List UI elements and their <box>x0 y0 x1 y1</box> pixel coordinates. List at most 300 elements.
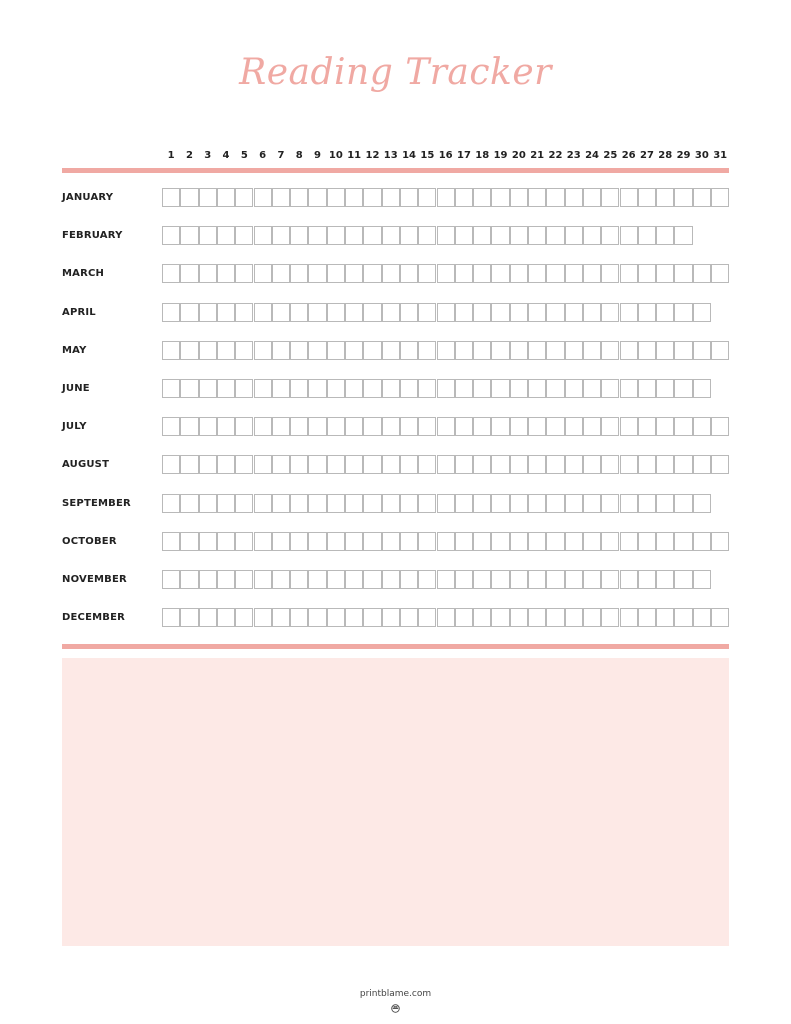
day-checkbox[interactable] <box>327 570 345 589</box>
day-checkbox[interactable] <box>363 608 381 627</box>
day-checkbox[interactable] <box>382 608 400 627</box>
day-checkbox[interactable] <box>473 264 491 283</box>
day-checkbox[interactable] <box>546 379 564 398</box>
day-checkbox[interactable] <box>400 188 418 207</box>
day-checkbox[interactable] <box>620 494 638 513</box>
day-checkbox[interactable] <box>199 379 217 398</box>
day-checkbox[interactable] <box>510 188 528 207</box>
day-checkbox[interactable] <box>400 264 418 283</box>
day-checkbox[interactable] <box>400 570 418 589</box>
day-checkbox[interactable] <box>656 303 674 322</box>
day-checkbox[interactable] <box>491 226 509 245</box>
day-checkbox[interactable] <box>199 570 217 589</box>
day-checkbox[interactable] <box>473 417 491 436</box>
day-checkbox[interactable] <box>400 341 418 360</box>
day-checkbox[interactable] <box>382 532 400 551</box>
day-checkbox[interactable] <box>528 303 546 322</box>
day-checkbox[interactable] <box>345 494 363 513</box>
day-checkbox[interactable] <box>638 494 656 513</box>
day-checkbox[interactable] <box>235 455 253 474</box>
day-checkbox[interactable] <box>418 188 436 207</box>
day-checkbox[interactable] <box>656 417 674 436</box>
day-checkbox[interactable] <box>290 303 308 322</box>
day-checkbox[interactable] <box>638 303 656 322</box>
day-checkbox[interactable] <box>290 226 308 245</box>
day-checkbox[interactable] <box>711 455 729 474</box>
day-checkbox[interactable] <box>711 417 729 436</box>
day-checkbox[interactable] <box>455 417 473 436</box>
day-checkbox[interactable] <box>254 455 272 474</box>
day-checkbox[interactable] <box>455 455 473 474</box>
day-checkbox[interactable] <box>437 570 455 589</box>
day-checkbox[interactable] <box>437 494 455 513</box>
day-checkbox[interactable] <box>491 532 509 551</box>
day-checkbox[interactable] <box>400 608 418 627</box>
day-checkbox[interactable] <box>674 417 692 436</box>
day-checkbox[interactable] <box>601 188 619 207</box>
day-checkbox[interactable] <box>199 494 217 513</box>
day-checkbox[interactable] <box>674 494 692 513</box>
day-checkbox[interactable] <box>254 379 272 398</box>
day-checkbox[interactable] <box>345 532 363 551</box>
day-checkbox[interactable] <box>583 494 601 513</box>
day-checkbox[interactable] <box>583 455 601 474</box>
day-checkbox[interactable] <box>528 226 546 245</box>
day-checkbox[interactable] <box>180 379 198 398</box>
day-checkbox[interactable] <box>656 494 674 513</box>
day-checkbox[interactable] <box>235 303 253 322</box>
day-checkbox[interactable] <box>235 417 253 436</box>
day-checkbox[interactable] <box>693 264 711 283</box>
day-checkbox[interactable] <box>510 379 528 398</box>
day-checkbox[interactable] <box>199 417 217 436</box>
day-checkbox[interactable] <box>693 341 711 360</box>
day-checkbox[interactable] <box>308 303 326 322</box>
day-checkbox[interactable] <box>400 455 418 474</box>
day-checkbox[interactable] <box>674 455 692 474</box>
day-checkbox[interactable] <box>620 264 638 283</box>
day-checkbox[interactable] <box>565 188 583 207</box>
day-checkbox[interactable] <box>528 570 546 589</box>
day-checkbox[interactable] <box>272 188 290 207</box>
day-checkbox[interactable] <box>510 608 528 627</box>
day-checkbox[interactable] <box>308 341 326 360</box>
day-checkbox[interactable] <box>345 570 363 589</box>
day-checkbox[interactable] <box>546 341 564 360</box>
day-checkbox[interactable] <box>162 341 180 360</box>
day-checkbox[interactable] <box>565 455 583 474</box>
day-checkbox[interactable] <box>546 417 564 436</box>
day-checkbox[interactable] <box>546 264 564 283</box>
day-checkbox[interactable] <box>254 226 272 245</box>
day-checkbox[interactable] <box>656 570 674 589</box>
day-checkbox[interactable] <box>491 494 509 513</box>
day-checkbox[interactable] <box>162 188 180 207</box>
day-checkbox[interactable] <box>363 226 381 245</box>
day-checkbox[interactable] <box>620 455 638 474</box>
day-checkbox[interactable] <box>583 341 601 360</box>
day-checkbox[interactable] <box>437 532 455 551</box>
day-checkbox[interactable] <box>162 379 180 398</box>
day-checkbox[interactable] <box>565 608 583 627</box>
day-checkbox[interactable] <box>620 303 638 322</box>
day-checkbox[interactable] <box>418 417 436 436</box>
day-checkbox[interactable] <box>272 570 290 589</box>
day-checkbox[interactable] <box>400 379 418 398</box>
day-checkbox[interactable] <box>327 532 345 551</box>
day-checkbox[interactable] <box>217 417 235 436</box>
day-checkbox[interactable] <box>180 226 198 245</box>
day-checkbox[interactable] <box>565 379 583 398</box>
day-checkbox[interactable] <box>674 341 692 360</box>
day-checkbox[interactable] <box>180 417 198 436</box>
day-checkbox[interactable] <box>546 303 564 322</box>
day-checkbox[interactable] <box>363 303 381 322</box>
day-checkbox[interactable] <box>290 417 308 436</box>
day-checkbox[interactable] <box>510 341 528 360</box>
day-checkbox[interactable] <box>162 226 180 245</box>
day-checkbox[interactable] <box>565 494 583 513</box>
day-checkbox[interactable] <box>565 532 583 551</box>
day-checkbox[interactable] <box>656 226 674 245</box>
day-checkbox[interactable] <box>199 608 217 627</box>
day-checkbox[interactable] <box>382 226 400 245</box>
day-checkbox[interactable] <box>674 570 692 589</box>
day-checkbox[interactable] <box>473 341 491 360</box>
day-checkbox[interactable] <box>400 417 418 436</box>
day-checkbox[interactable] <box>638 226 656 245</box>
day-checkbox[interactable] <box>345 379 363 398</box>
day-checkbox[interactable] <box>601 264 619 283</box>
day-checkbox[interactable] <box>308 494 326 513</box>
day-checkbox[interactable] <box>235 608 253 627</box>
day-checkbox[interactable] <box>711 532 729 551</box>
day-checkbox[interactable] <box>473 226 491 245</box>
day-checkbox[interactable] <box>491 303 509 322</box>
day-checkbox[interactable] <box>620 608 638 627</box>
day-checkbox[interactable] <box>418 226 436 245</box>
day-checkbox[interactable] <box>693 494 711 513</box>
day-checkbox[interactable] <box>674 226 692 245</box>
day-checkbox[interactable] <box>601 341 619 360</box>
day-checkbox[interactable] <box>455 608 473 627</box>
day-checkbox[interactable] <box>437 226 455 245</box>
day-checkbox[interactable] <box>345 303 363 322</box>
day-checkbox[interactable] <box>656 455 674 474</box>
day-checkbox[interactable] <box>254 570 272 589</box>
day-checkbox[interactable] <box>308 188 326 207</box>
day-checkbox[interactable] <box>308 608 326 627</box>
day-checkbox[interactable] <box>437 303 455 322</box>
day-checkbox[interactable] <box>308 379 326 398</box>
day-checkbox[interactable] <box>272 226 290 245</box>
day-checkbox[interactable] <box>693 570 711 589</box>
day-checkbox[interactable] <box>254 264 272 283</box>
day-checkbox[interactable] <box>345 188 363 207</box>
day-checkbox[interactable] <box>327 226 345 245</box>
day-checkbox[interactable] <box>290 570 308 589</box>
day-checkbox[interactable] <box>363 341 381 360</box>
day-checkbox[interactable] <box>272 303 290 322</box>
day-checkbox[interactable] <box>528 417 546 436</box>
day-checkbox[interactable] <box>601 303 619 322</box>
day-checkbox[interactable] <box>254 188 272 207</box>
day-checkbox[interactable] <box>565 303 583 322</box>
day-checkbox[interactable] <box>565 264 583 283</box>
day-checkbox[interactable] <box>235 341 253 360</box>
day-checkbox[interactable] <box>327 379 345 398</box>
day-checkbox[interactable] <box>327 188 345 207</box>
day-checkbox[interactable] <box>308 532 326 551</box>
day-checkbox[interactable] <box>620 226 638 245</box>
day-checkbox[interactable] <box>272 341 290 360</box>
day-checkbox[interactable] <box>674 379 692 398</box>
day-checkbox[interactable] <box>345 226 363 245</box>
day-checkbox[interactable] <box>620 379 638 398</box>
day-checkbox[interactable] <box>363 188 381 207</box>
day-checkbox[interactable] <box>418 303 436 322</box>
day-checkbox[interactable] <box>437 188 455 207</box>
day-checkbox[interactable] <box>345 417 363 436</box>
day-checkbox[interactable] <box>455 379 473 398</box>
day-checkbox[interactable] <box>546 608 564 627</box>
day-checkbox[interactable] <box>455 532 473 551</box>
day-checkbox[interactable] <box>382 570 400 589</box>
day-checkbox[interactable] <box>272 264 290 283</box>
day-checkbox[interactable] <box>327 608 345 627</box>
day-checkbox[interactable] <box>638 608 656 627</box>
day-checkbox[interactable] <box>455 494 473 513</box>
day-checkbox[interactable] <box>601 226 619 245</box>
day-checkbox[interactable] <box>491 417 509 436</box>
day-checkbox[interactable] <box>638 532 656 551</box>
day-checkbox[interactable] <box>638 417 656 436</box>
day-checkbox[interactable] <box>382 379 400 398</box>
day-checkbox[interactable] <box>254 417 272 436</box>
day-checkbox[interactable] <box>437 379 455 398</box>
day-checkbox[interactable] <box>180 608 198 627</box>
day-checkbox[interactable] <box>583 303 601 322</box>
day-checkbox[interactable] <box>418 455 436 474</box>
day-checkbox[interactable] <box>528 264 546 283</box>
day-checkbox[interactable] <box>693 608 711 627</box>
day-checkbox[interactable] <box>400 532 418 551</box>
day-checkbox[interactable] <box>180 188 198 207</box>
day-checkbox[interactable] <box>400 226 418 245</box>
day-checkbox[interactable] <box>437 455 455 474</box>
day-checkbox[interactable] <box>491 570 509 589</box>
day-checkbox[interactable] <box>345 264 363 283</box>
day-checkbox[interactable] <box>418 570 436 589</box>
day-checkbox[interactable] <box>272 494 290 513</box>
day-checkbox[interactable] <box>162 417 180 436</box>
day-checkbox[interactable] <box>217 303 235 322</box>
day-checkbox[interactable] <box>620 570 638 589</box>
day-checkbox[interactable] <box>583 532 601 551</box>
day-checkbox[interactable] <box>418 264 436 283</box>
day-checkbox[interactable] <box>290 264 308 283</box>
day-checkbox[interactable] <box>601 608 619 627</box>
day-checkbox[interactable] <box>565 341 583 360</box>
day-checkbox[interactable] <box>418 608 436 627</box>
day-checkbox[interactable] <box>711 608 729 627</box>
day-checkbox[interactable] <box>528 379 546 398</box>
day-checkbox[interactable] <box>418 532 436 551</box>
day-checkbox[interactable] <box>327 341 345 360</box>
day-checkbox[interactable] <box>217 570 235 589</box>
day-checkbox[interactable] <box>473 379 491 398</box>
day-checkbox[interactable] <box>418 379 436 398</box>
day-checkbox[interactable] <box>638 188 656 207</box>
day-checkbox[interactable] <box>235 188 253 207</box>
day-checkbox[interactable] <box>583 226 601 245</box>
day-checkbox[interactable] <box>638 455 656 474</box>
day-checkbox[interactable] <box>491 188 509 207</box>
day-checkbox[interactable] <box>418 341 436 360</box>
day-checkbox[interactable] <box>180 455 198 474</box>
day-checkbox[interactable] <box>217 379 235 398</box>
day-checkbox[interactable] <box>180 264 198 283</box>
day-checkbox[interactable] <box>638 379 656 398</box>
day-checkbox[interactable] <box>217 455 235 474</box>
day-checkbox[interactable] <box>583 188 601 207</box>
day-checkbox[interactable] <box>437 417 455 436</box>
day-checkbox[interactable] <box>327 264 345 283</box>
day-checkbox[interactable] <box>363 494 381 513</box>
day-checkbox[interactable] <box>199 532 217 551</box>
day-checkbox[interactable] <box>565 226 583 245</box>
day-checkbox[interactable] <box>180 341 198 360</box>
day-checkbox[interactable] <box>638 264 656 283</box>
day-checkbox[interactable] <box>473 608 491 627</box>
day-checkbox[interactable] <box>528 188 546 207</box>
day-checkbox[interactable] <box>601 455 619 474</box>
day-checkbox[interactable] <box>491 379 509 398</box>
day-checkbox[interactable] <box>510 455 528 474</box>
day-checkbox[interactable] <box>674 264 692 283</box>
day-checkbox[interactable] <box>162 494 180 513</box>
day-checkbox[interactable] <box>510 264 528 283</box>
day-checkbox[interactable] <box>528 494 546 513</box>
day-checkbox[interactable] <box>437 608 455 627</box>
day-checkbox[interactable] <box>363 264 381 283</box>
day-checkbox[interactable] <box>199 341 217 360</box>
day-checkbox[interactable] <box>290 188 308 207</box>
day-checkbox[interactable] <box>693 188 711 207</box>
day-checkbox[interactable] <box>327 494 345 513</box>
day-checkbox[interactable] <box>235 379 253 398</box>
day-checkbox[interactable] <box>400 303 418 322</box>
day-checkbox[interactable] <box>473 303 491 322</box>
day-checkbox[interactable] <box>290 532 308 551</box>
day-checkbox[interactable] <box>363 379 381 398</box>
day-checkbox[interactable] <box>235 264 253 283</box>
day-checkbox[interactable] <box>656 532 674 551</box>
day-checkbox[interactable] <box>583 570 601 589</box>
day-checkbox[interactable] <box>235 226 253 245</box>
day-checkbox[interactable] <box>473 455 491 474</box>
day-checkbox[interactable] <box>583 417 601 436</box>
day-checkbox[interactable] <box>272 455 290 474</box>
day-checkbox[interactable] <box>199 264 217 283</box>
day-checkbox[interactable] <box>455 341 473 360</box>
day-checkbox[interactable] <box>674 532 692 551</box>
day-checkbox[interactable] <box>601 570 619 589</box>
day-checkbox[interactable] <box>510 570 528 589</box>
day-checkbox[interactable] <box>437 264 455 283</box>
day-checkbox[interactable] <box>162 532 180 551</box>
day-checkbox[interactable] <box>491 608 509 627</box>
day-checkbox[interactable] <box>272 608 290 627</box>
day-checkbox[interactable] <box>693 455 711 474</box>
day-checkbox[interactable] <box>583 379 601 398</box>
day-checkbox[interactable] <box>308 417 326 436</box>
day-checkbox[interactable] <box>565 417 583 436</box>
day-checkbox[interactable] <box>217 264 235 283</box>
day-checkbox[interactable] <box>162 608 180 627</box>
day-checkbox[interactable] <box>363 455 381 474</box>
day-checkbox[interactable] <box>363 570 381 589</box>
day-checkbox[interactable] <box>491 455 509 474</box>
day-checkbox[interactable] <box>235 532 253 551</box>
day-checkbox[interactable] <box>345 608 363 627</box>
day-checkbox[interactable] <box>491 341 509 360</box>
day-checkbox[interactable] <box>162 570 180 589</box>
day-checkbox[interactable] <box>546 188 564 207</box>
day-checkbox[interactable] <box>217 608 235 627</box>
day-checkbox[interactable] <box>382 303 400 322</box>
notes-area[interactable] <box>62 658 729 946</box>
day-checkbox[interactable] <box>711 188 729 207</box>
day-checkbox[interactable] <box>656 264 674 283</box>
day-checkbox[interactable] <box>674 303 692 322</box>
day-checkbox[interactable] <box>455 264 473 283</box>
day-checkbox[interactable] <box>473 532 491 551</box>
day-checkbox[interactable] <box>162 455 180 474</box>
day-checkbox[interactable] <box>455 303 473 322</box>
day-checkbox[interactable] <box>437 341 455 360</box>
day-checkbox[interactable] <box>308 226 326 245</box>
day-checkbox[interactable] <box>528 341 546 360</box>
day-checkbox[interactable] <box>199 188 217 207</box>
day-checkbox[interactable] <box>656 379 674 398</box>
day-checkbox[interactable] <box>546 532 564 551</box>
day-checkbox[interactable] <box>272 532 290 551</box>
day-checkbox[interactable] <box>693 379 711 398</box>
day-checkbox[interactable] <box>510 417 528 436</box>
day-checkbox[interactable] <box>674 188 692 207</box>
day-checkbox[interactable] <box>180 494 198 513</box>
day-checkbox[interactable] <box>254 608 272 627</box>
day-checkbox[interactable] <box>180 532 198 551</box>
day-checkbox[interactable] <box>711 264 729 283</box>
day-checkbox[interactable] <box>510 226 528 245</box>
day-checkbox[interactable] <box>601 532 619 551</box>
day-checkbox[interactable] <box>363 417 381 436</box>
day-checkbox[interactable] <box>620 341 638 360</box>
day-checkbox[interactable] <box>546 494 564 513</box>
day-checkbox[interactable] <box>382 417 400 436</box>
day-checkbox[interactable] <box>272 417 290 436</box>
day-checkbox[interactable] <box>601 494 619 513</box>
day-checkbox[interactable] <box>638 570 656 589</box>
day-checkbox[interactable] <box>199 455 217 474</box>
day-checkbox[interactable] <box>656 341 674 360</box>
day-checkbox[interactable] <box>400 494 418 513</box>
day-checkbox[interactable] <box>254 303 272 322</box>
day-checkbox[interactable] <box>565 570 583 589</box>
day-checkbox[interactable] <box>254 532 272 551</box>
